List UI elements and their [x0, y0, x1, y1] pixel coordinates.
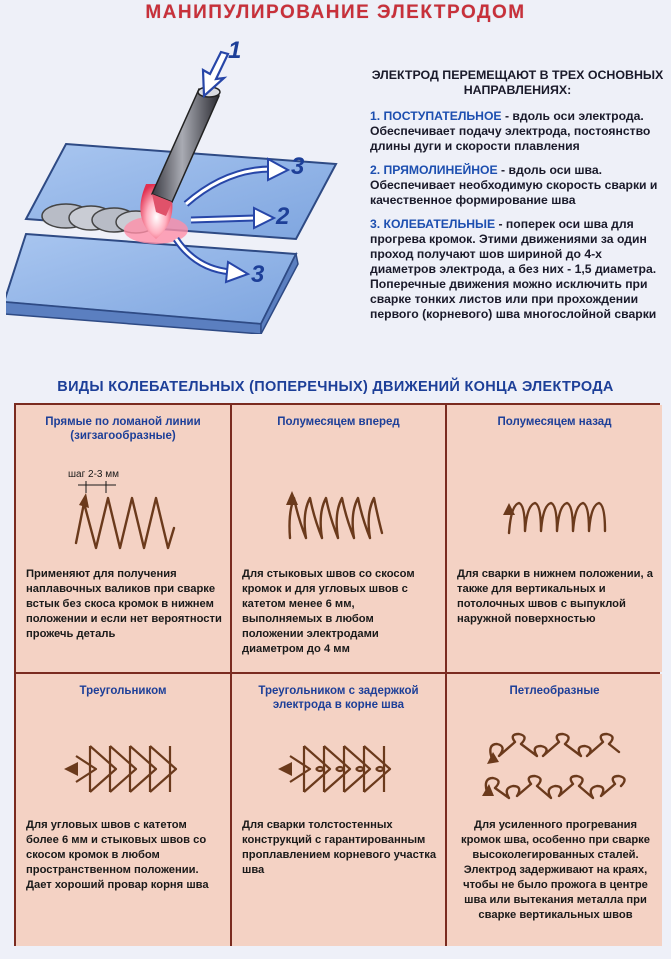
cell-title: Прямые по ломаной линии (зигзагообразные) [45, 416, 201, 442]
cell-loops [447, 674, 662, 946]
label-3-lower: 3 [251, 261, 265, 288]
cell-description: Для усиленного прогревания кромок шва, особенно при сварке высоколегированных сталей. Электрод задерживают на краях, чтобы не было прожога в центре шва или вытекания металла при сварке вертикальных швов [460, 819, 651, 921]
loops-diagram [447, 714, 662, 819]
para-3-head: 3. КОЛЕБАТЕЛЬНЫЕ [370, 217, 496, 231]
crescent-forward-diagram [232, 453, 445, 563]
cell-description: Для стыковых швов со скосом кромок и для угловых швов с катетом менее 6 мм, выполняемых в любом положении электродами диаметром до 4 мм [242, 568, 415, 655]
zigzag-path [76, 498, 174, 548]
loops-path-top [490, 734, 619, 759]
crescent-backward-diagram [447, 453, 662, 563]
step-label: шаг 2-3 мм [68, 469, 119, 480]
loops-path-bottom [486, 776, 625, 798]
electrode-diagram [6, 34, 356, 334]
cell-title: Треугольником [79, 685, 167, 697]
arrow-head [278, 762, 292, 776]
cell-zigzag [16, 405, 230, 672]
para-1-text: - вдоль оси электрода. Обеспечивает подачу электрода, постоянство длины дуги и скорости плавления [370, 109, 651, 153]
label-2: 2 [276, 203, 290, 230]
arrow-head-top [487, 752, 499, 764]
intro-para-3 [370, 217, 665, 322]
arrow-head-bottom [482, 784, 494, 796]
intro-text [370, 68, 665, 331]
intro-para-1 [370, 109, 665, 154]
cell-description: Для угловых швов с катетом более 6 мм и стыковых швов со скосом кромок в любом пространственном положении. Дает хороший провар корня шва [26, 819, 209, 891]
cell-crescent-backward [447, 405, 662, 672]
crescent-forward-path [290, 498, 383, 538]
intro-para-2 [370, 163, 665, 208]
label-1: 1 [228, 37, 242, 64]
cell-description: Для сварки в нижнем положении, а также для вертикальных и потолочных швов с выпуклой наружной поверхностью [457, 568, 653, 625]
crescent-backward-path [509, 503, 605, 533]
zigzag-diagram [16, 453, 230, 563]
arrow-head [79, 493, 89, 508]
para-3-text: - поперек оси шва для прогрева кромок. Этими движениями за один проход получают шов шириной до 4-х диаметров электрода, а без них - 1,5 диаметра. Поперечные движения можно исключить при сварке тонких листов или при прохождении первого (корневого) шва многослойной сварки [370, 217, 657, 321]
intro-lead: ЭЛЕКТРОД ПЕРЕМЕЩАЮТ В ТРЕХ ОСНОВНЫХ НАПРАВЛЕНИЯХ: [371, 68, 664, 97]
para-1-head: 1. ПОСТУПАТЕЛЬНОЕ [370, 109, 502, 123]
triangle-diagram [16, 714, 230, 819]
triangle-delay-diagram [232, 714, 445, 819]
cell-triangle [16, 674, 230, 946]
triangle-delay-path [290, 746, 390, 792]
arrow-1 [203, 37, 241, 96]
para-2-text: - вдоль оси шва. Обеспечивает необходимую скорость сварки и качественное формирование шва [370, 163, 658, 207]
cell-title: Полумесяцем вперед [277, 416, 400, 428]
triangle-path [76, 746, 176, 792]
cell-description: Для сварки толстостенных конструкций с гарантированным проплавлением корневого участка шва [242, 819, 437, 876]
arrow-head [286, 491, 298, 505]
arrow-head [64, 762, 78, 776]
cell-crescent-forward [232, 405, 445, 672]
label-3-upper: 3 [291, 153, 305, 180]
cell-triangle-delay [232, 674, 445, 946]
cell-title: Петлеобразные [509, 685, 600, 697]
motion-types-grid [14, 403, 660, 946]
page-title: МАНИПУЛИРОВАНИЕ ЭЛЕКТРОДОМ [145, 2, 526, 23]
cell-description: Применяют для получения наплавочных валиков при сварке встык без скоса кромок в нижнем положении и если нет вероятности прожечь деталь [26, 568, 222, 640]
cell-title: Полумесяцем назад [497, 416, 612, 428]
cell-title: Треугольником с задержкой электрода в корне шва [258, 685, 419, 711]
para-2-head: 2. ПРЯМОЛИНЕЙНОЕ [370, 163, 498, 177]
section-title: ВИДЫ КОЛЕБАТЕЛЬНЫХ (ПОПЕРЕЧНЫХ) ДВИЖЕНИЙ КОНЦА ЭЛЕКТРОДА [57, 379, 614, 395]
